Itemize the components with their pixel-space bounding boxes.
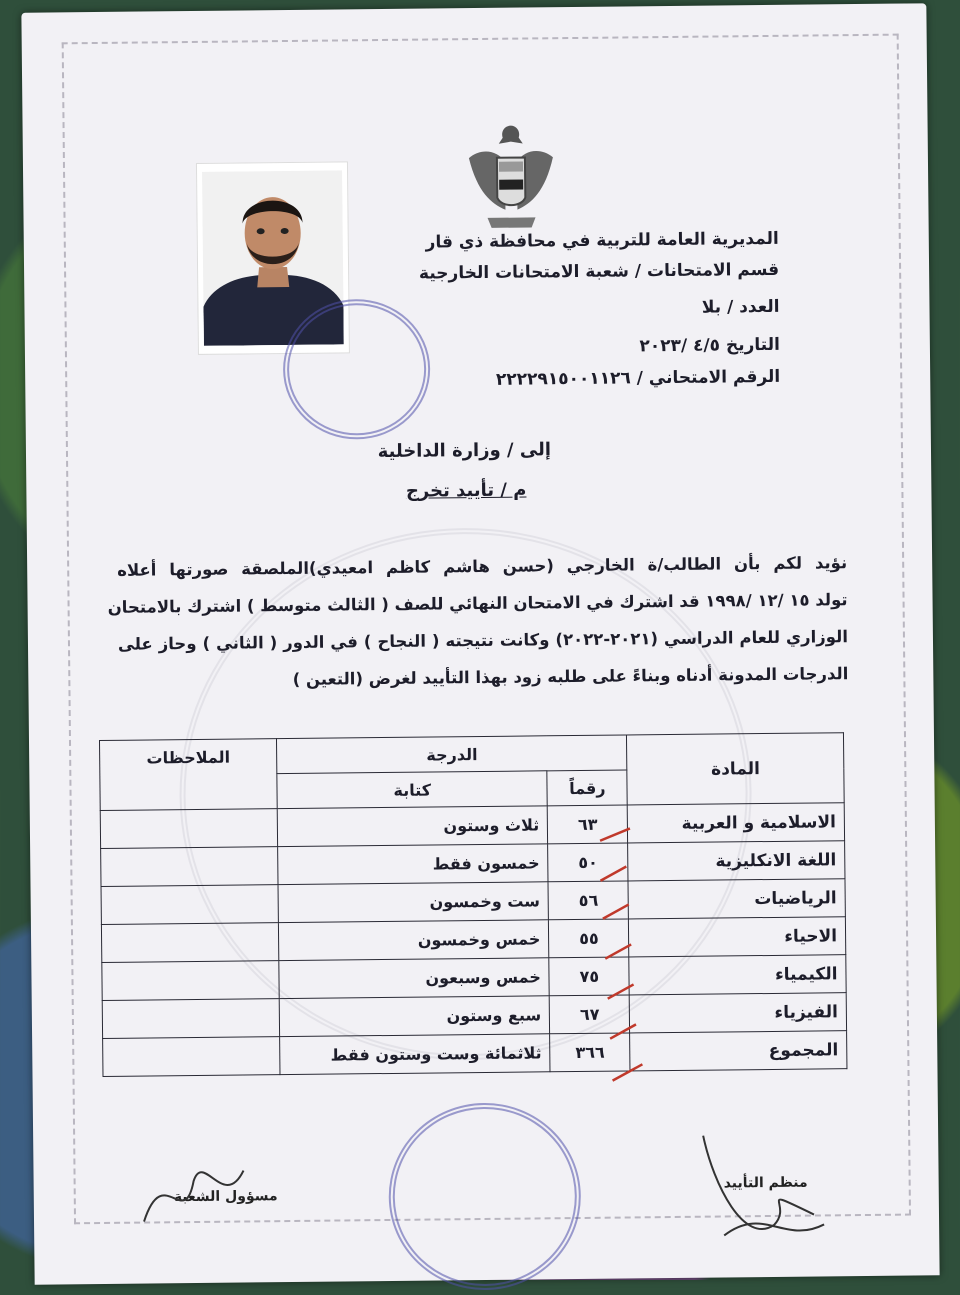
numeric-cell: ٦٣ (547, 805, 627, 844)
numeric-cell: ٥٥ (549, 919, 629, 958)
numeric-cell: ٦٧ (549, 995, 629, 1034)
header-exam-number: الرقم الامتحاني / ٢٢٢٢٩١٥٠٠١١٢٦ (495, 366, 781, 390)
notes-cell (101, 885, 279, 925)
words-cell: خمس وسبعون (279, 958, 549, 999)
words-cell: خمس وخمسون (279, 920, 549, 961)
official-stamp (282, 299, 430, 441)
notes-cell (102, 999, 280, 1039)
words-cell: خمسون فقط (278, 844, 548, 885)
subject-cell: الاحياء (629, 917, 846, 957)
notes-cell (101, 847, 279, 887)
subject-cell: المجموع (630, 1031, 847, 1071)
header-numeric: رقماً (547, 770, 627, 806)
check-marks-icon (590, 818, 663, 1099)
body-line: الوزاري للعام الدراسي (٢٠٢١-٢٠٢٢) وكانت نتيجته ( النجاح ) في الدور ( الثاني ) وحاز على (117, 627, 849, 654)
grades-table (99, 732, 847, 1077)
numeric-cell: ٥٦ (548, 881, 628, 920)
header-subject: المادة (627, 733, 844, 805)
subject-cell: اللغة الانكليزية (628, 841, 845, 881)
header-number: العدد / بلا (701, 296, 780, 318)
words-cell: ثلاثمائة وست وستون فقط (280, 1034, 550, 1075)
numeric-cell: ٣٦٦ (550, 1033, 630, 1072)
notes-cell (102, 961, 280, 1001)
subject-cell: الرياضيات (628, 879, 845, 919)
certifier-signature-label: منظم التأييد (723, 1174, 808, 1192)
subject-line: م / تأييد تخرج (405, 479, 527, 502)
subject-cell: الفيزياء (630, 993, 847, 1033)
official-stamp (388, 1102, 582, 1291)
iraq-emblem-icon (460, 117, 561, 236)
recipient: إلى / وزارة الداخلية (377, 439, 552, 463)
numeric-cell: ٥٠ (548, 843, 628, 882)
handwritten-signature (683, 1124, 834, 1256)
document-page (21, 3, 939, 1284)
words-cell: ثلاث وستون (277, 806, 547, 847)
table-row-total (103, 1031, 847, 1077)
body-line: تولد ١٥ /١٢ /١٩٩٨ قد اشترك في الامتحان النهائي للصف ( الثالث متوسط ) اشترك بالامتحان (107, 590, 848, 617)
header-notes: الملاحظات (99, 739, 277, 811)
handwritten-signature (133, 1140, 254, 1241)
body-line: نؤيد لكم بأن الطالب/ة الخارجي (حسن هاشم كاظم امعيدي)الملصقة صورتها أعلاه (117, 553, 848, 580)
body-line: الدرجات المدونة أدناه وبناءً على طلبه زود بهذا التأييد لغرض (التعين ) (292, 664, 849, 689)
table-header-row (99, 733, 843, 776)
notes-cell (103, 1037, 281, 1077)
words-cell: ست وخمسون (278, 882, 548, 923)
numeric-cell: ٧٥ (549, 957, 629, 996)
subject-cell: الكيمياء (629, 955, 846, 995)
header-date: التاريخ ٤/٥ /٢٠٢٣ (639, 334, 780, 357)
header-department: قسم الامتحانات / شعبة الامتحانات الخارجية (418, 259, 780, 284)
section-head-signature-label: مسؤول الشعبة (173, 1188, 278, 1206)
header-grade: الدرجة (277, 735, 628, 774)
subject-cell: الاسلامية و العربية (628, 803, 845, 843)
notes-cell (101, 923, 279, 963)
header-directorate: المديرية العامة للتربية في محافظة ذي قار (425, 228, 779, 253)
body-paragraph (107, 544, 849, 700)
words-cell: سبع وستون (279, 996, 549, 1037)
notes-cell (100, 809, 278, 849)
header-words: كتابة (277, 771, 547, 809)
